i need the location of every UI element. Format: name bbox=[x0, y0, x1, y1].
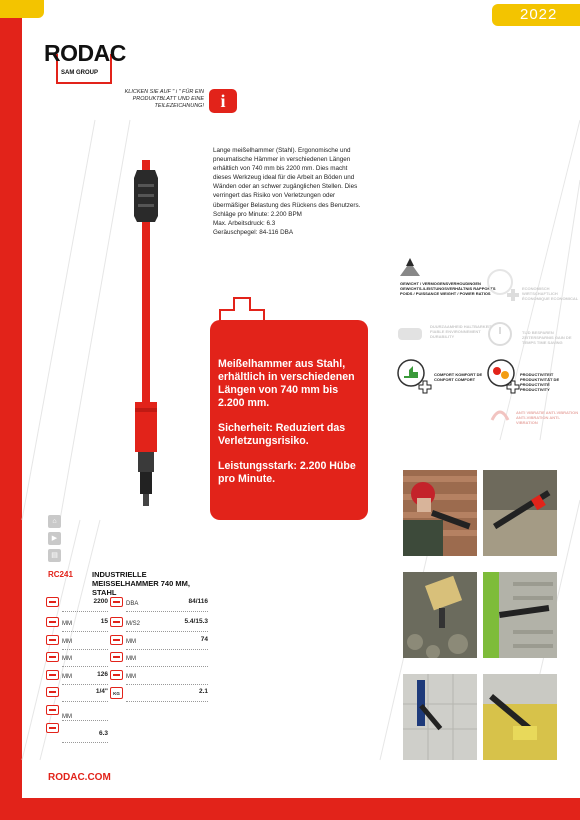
spec-dots bbox=[126, 666, 208, 667]
promo-line-2: Sicherheit: Reduziert das Verletzungsrisiko. bbox=[218, 422, 346, 447]
spec-unit: MM bbox=[62, 714, 72, 720]
spec-dots bbox=[62, 701, 108, 702]
description-pressure: Max. Arbeitsdruck: 6.3 bbox=[213, 219, 276, 227]
product-description bbox=[213, 146, 361, 237]
spec-unit: M/S2 bbox=[126, 621, 141, 627]
chisel-hammer-image bbox=[120, 160, 172, 520]
size-icon bbox=[110, 635, 123, 645]
spec-dots bbox=[62, 684, 108, 685]
feature-weight: GEWICHT / VERMOGENSVERHOUDINGEN GEWICHTS-/LEISTUNGSVERHÄLTNIS RAPPORTS POIDS / PUISSANCE WEIGHT / POWER RATIOS bbox=[400, 281, 496, 296]
description-bpm: Schläge pro Minute: 2.200 BPM bbox=[213, 210, 302, 218]
left-red-stripe bbox=[0, 0, 22, 820]
click-note: KLICKEN SIE AUF " i " FÜR EIN PRODUKTBLATT UND EINE TEILEZEICHNUNG! bbox=[124, 89, 204, 109]
promo-line-1: Meißelhammer aus Stahl, erhältlich in verschiedenen Längen von 740 mm bis 2.200 mm. bbox=[218, 358, 355, 409]
plus-icon-economy bbox=[506, 288, 520, 302]
video-icon[interactable]: ▶ bbox=[48, 532, 61, 545]
promo-line-3: Leistungsstark: 2.200 Hübe pro Minute. bbox=[218, 460, 356, 485]
height-icon bbox=[110, 652, 123, 662]
weight-icon bbox=[396, 254, 424, 282]
spec-value: 84/116 bbox=[188, 598, 208, 605]
product-title: INDUSTRIELLE MEISSELHAMMER 740 MM, STAHL bbox=[92, 570, 190, 597]
bpm-icon bbox=[46, 597, 59, 607]
photo-yellow-floor bbox=[483, 674, 557, 760]
document-icon[interactable]: ▤ bbox=[48, 549, 61, 562]
spec-dots bbox=[62, 742, 108, 743]
spec-dots bbox=[126, 684, 208, 685]
photo-wall-worker bbox=[483, 572, 557, 658]
spec-dots bbox=[62, 649, 108, 650]
spec-left-8 bbox=[46, 723, 108, 740]
spec-unit: MM bbox=[62, 621, 72, 627]
spec-dots bbox=[62, 666, 108, 667]
spec-dots bbox=[126, 649, 208, 650]
footer-bar bbox=[0, 798, 580, 820]
product-code: RC241 bbox=[48, 570, 73, 579]
hose-icon bbox=[46, 705, 59, 715]
pressure-icon bbox=[46, 723, 59, 733]
spec-unit: MM bbox=[126, 656, 136, 662]
feature-economy: ECONOMISCH WIRTSCHAFTLICH ÉCONOMIQUE ECONOMICAL bbox=[522, 286, 579, 301]
time-icon bbox=[486, 320, 514, 348]
footer-url[interactable]: RODAC.COM bbox=[48, 772, 111, 783]
shank-icon bbox=[46, 617, 59, 627]
spec-value: 6.3 bbox=[98, 730, 108, 737]
kg-icon: KG bbox=[110, 687, 123, 699]
spec-value: 126 bbox=[97, 671, 108, 678]
rodac-logo bbox=[44, 36, 130, 84]
spec-dots bbox=[126, 611, 208, 612]
description-noise: Geräuschpegel: 84-116 DBA bbox=[213, 228, 294, 236]
spec-value: 5.4/15.3 bbox=[184, 618, 208, 625]
photo-floor-chiseling bbox=[483, 470, 557, 556]
spec-value: 74 bbox=[200, 636, 208, 643]
cart-icon[interactable]: ⌂ bbox=[48, 515, 61, 528]
photo-rubble-tile bbox=[403, 572, 477, 658]
feature-durability: DUURZAAMHEID HALTBARKEIT FIABLE ENVIRONNEMENT DURABILITY bbox=[430, 324, 492, 339]
spec-unit: MM bbox=[62, 656, 72, 662]
spec-value: 15 bbox=[100, 618, 108, 625]
info-button[interactable]: i bbox=[209, 89, 237, 113]
spec-dots bbox=[62, 631, 108, 632]
width-icon bbox=[46, 652, 59, 662]
photo-tile-removal bbox=[403, 674, 477, 760]
year-tab: 2022 bbox=[492, 4, 580, 26]
spec-unit: MM bbox=[126, 639, 136, 645]
promo-box bbox=[210, 320, 368, 520]
spec-dots bbox=[126, 631, 208, 632]
plus-icon-productivity bbox=[506, 380, 520, 394]
feature-comfort: COMFORT KOMFORT DE CONFORT COMFORT bbox=[434, 372, 483, 382]
logo-group: SAM GROUP bbox=[61, 70, 99, 76]
spec-dots bbox=[62, 611, 108, 612]
side-icon-list bbox=[48, 515, 64, 566]
spec-value: 2.1 bbox=[198, 688, 208, 695]
logo-text: RODAC bbox=[44, 40, 126, 66]
photo-worker-helmet bbox=[403, 470, 477, 556]
inlet-icon bbox=[46, 687, 59, 697]
feature-productivity: PRODUCTIVITEIT PRODUKTIVITÄT DE PRODUCTIVITÉ PRODUCTIVITY bbox=[520, 372, 560, 392]
plus-icon-comfort bbox=[418, 380, 432, 394]
noise-icon bbox=[110, 597, 123, 607]
top-yellow-tab bbox=[0, 0, 44, 18]
spec-unit: DBA bbox=[126, 601, 139, 607]
feature-anti-vibration: ANTI VIBRATIE ANTI-VIBRATION ANTI-VIBRATION ANTI-VIBRATION bbox=[516, 410, 579, 425]
spec-value: 1/4" bbox=[95, 688, 108, 695]
description-body: Lange meißelhammer (Stahl). Ergonomische und pneumatische Hämmer in verschiedenen Längen erhältlich von 740 mm bis 2200 mm. Dies macht dieses Werkzeug ideal für die Arbeit an Böden und Wänden oder an schwer zugänglichen Stellen. Dies verringert das Risiko von Verletzungen oder übermäßiger Belastung des Rückens des Benutzers. bbox=[213, 147, 361, 209]
spec-unit: MM bbox=[62, 674, 72, 680]
spec-unit: MM bbox=[62, 639, 72, 645]
durability-icon bbox=[396, 320, 424, 348]
vibration-icon bbox=[110, 617, 123, 627]
spec-dots bbox=[126, 701, 208, 702]
spec-value: 2200 bbox=[93, 598, 108, 605]
spec-dots bbox=[62, 720, 108, 721]
spec-unit: MM bbox=[126, 674, 136, 680]
feature-time: TIJD BESPAREN ZEITERSPARNIS GAIN DE TEMPS TIME SAVING bbox=[522, 330, 572, 345]
stroke-icon bbox=[46, 670, 59, 680]
anti-vibration-icon bbox=[486, 400, 514, 428]
depth-icon bbox=[110, 670, 123, 680]
length-icon bbox=[46, 635, 59, 645]
